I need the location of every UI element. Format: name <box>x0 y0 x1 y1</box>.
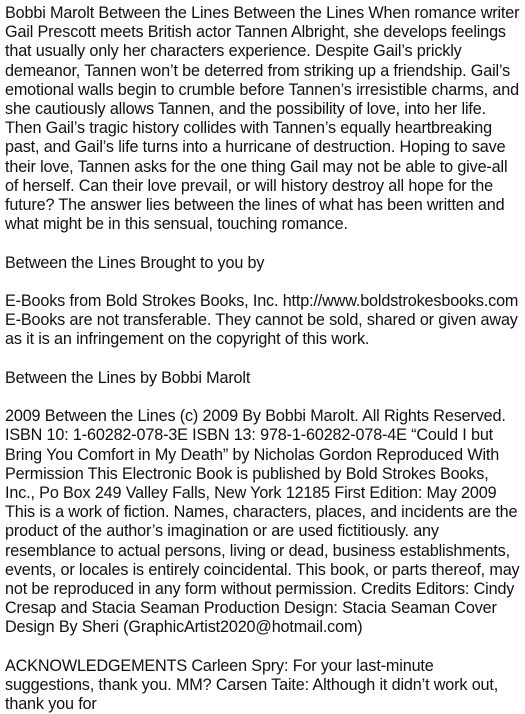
acknowledgements-paragraph: ACKNOWLEDGEMENTS Carleen Spry: For your last-minute suggestions, thank you. MM? Carsen Taite: Although it didn’t work out, thank you for <box>5 656 499 714</box>
copyright-paragraph: 2009 Between the Lines (c) 2009 By Bobbi Marolt. All Rights Reserved. ISBN 10: 1-60282-078-3E ISBN 13: 978-1-60282-078-4E “Could I but Bring You Comfort in My Death” by Nicholas Gordon Reproduced With Permission This Electronic Book is published by Bold Strokes Books, Inc., Po Box 249 Valley Falls, New York 12185 First Edition: May 2009 This is a work of fiction. Names, characters, places, and incidents are the product of the author’s imagination or are used fictitiously. any resemblance to actual persons, living or dead, business establishments, events, or locales is entirely coincidental. This book, or parts thereof, may not be reproduced in any form without permission. Credits Editors: Cindy Cresap and Stacia Seaman Production Design: Stacia Seaman Cover Design By Sheri (GraphicArtist2020@hotmail.com) <box>5 407 520 637</box>
title-author-line: Between the Lines by Bobbi Marolt <box>5 368 251 387</box>
brought-to-you-by-line: Between the Lines Brought to you by <box>5 253 265 272</box>
document-page <box>5 4 522 714</box>
book-description-paragraph: Bobbi Marolt Between the Lines Between the Lines When romance writer Gail Prescott meets British actor Tannen Albright, she develops feelings that usually only her characters experience. Despite Gail’s prickly demeanor, Tannen won’t be deterred from striking up a friendship. Gail’s emotional walls begin to crumble before Tannen’s irresistible charms, and she cautiously allows Tannen, and the possibility of love, into her life. Then Gail’s tragic history collides with Tannen’s equally heartbreaking past, and Gail’s life turns into a hurricane of destruction. Hoping to save their love, Tannen asks for the one thing Gail may not be able to give-all of herself. Can their love prevail, or will history destroy all hope for the future? The answer lies between the lines of what has been written and what might be in this sensual, touching romance. <box>5 4 520 234</box>
ebook-notice-paragraph: E-Books from Bold Strokes Books, Inc. http://www.boldstrokesbooks.com E-Books are not transferable. They cannot be sold, shared or given away as it is an infringement on the copyright of this work. <box>5 292 519 349</box>
